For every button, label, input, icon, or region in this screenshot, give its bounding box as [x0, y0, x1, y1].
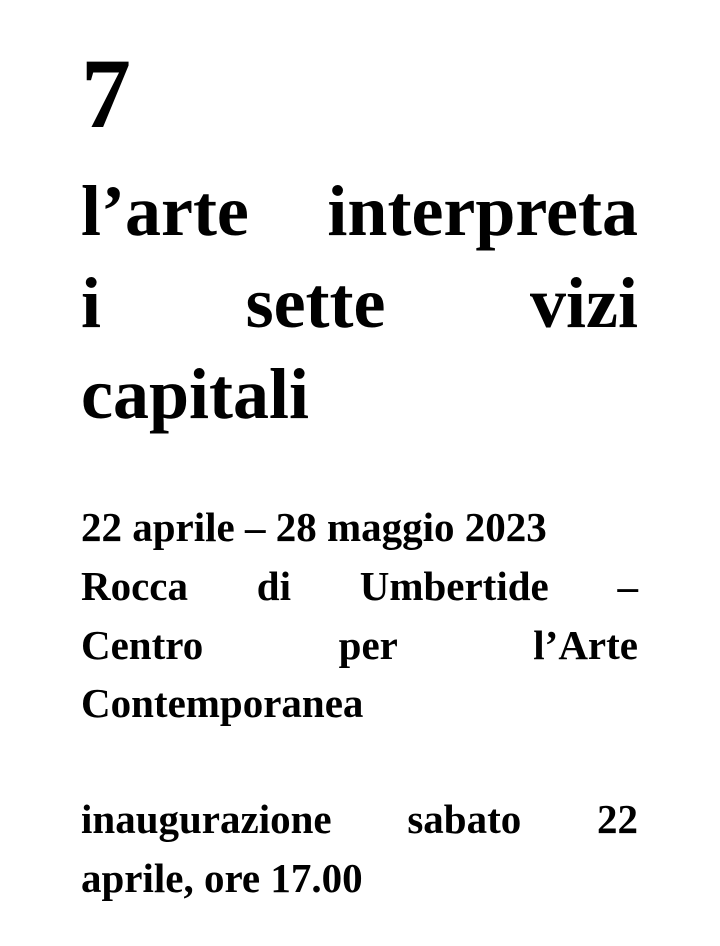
poster-number: 7 [81, 38, 131, 149]
opening-word: aprile, ore 17.00 [81, 855, 363, 901]
opening-line-1 [81, 791, 638, 847]
title-word: l’arte [81, 171, 249, 251]
venue-word: Rocca [81, 563, 189, 609]
venue-line-2 [81, 617, 638, 673]
title-word: capitali [81, 354, 309, 434]
title-word: vizi [530, 263, 638, 343]
opening-word: sabato [407, 796, 522, 842]
title-word: i [81, 263, 102, 343]
title-word: interpreta [327, 171, 638, 251]
venue-word: Centro [81, 622, 204, 668]
venue-word: Contemporanea [81, 680, 364, 726]
opening-word: inaugurazione [81, 796, 332, 842]
venue-line-3 [81, 675, 638, 731]
opening-word: 22 [596, 796, 638, 842]
exhibition-dates: 22 aprile – 28 maggio 2023 [81, 504, 547, 550]
opening-line-2 [81, 850, 638, 906]
venue-word: di [256, 563, 291, 609]
venue-word: – [617, 563, 638, 609]
title-line-3 [81, 350, 638, 438]
venue-word: Umbertide [359, 563, 549, 609]
venue-line-1 [81, 558, 638, 614]
venue-word: per [338, 622, 398, 668]
venue-word: l’Arte [533, 622, 638, 668]
title-line-1 [81, 167, 638, 255]
title-word: sette [245, 263, 386, 343]
title-line-2 [81, 259, 638, 347]
